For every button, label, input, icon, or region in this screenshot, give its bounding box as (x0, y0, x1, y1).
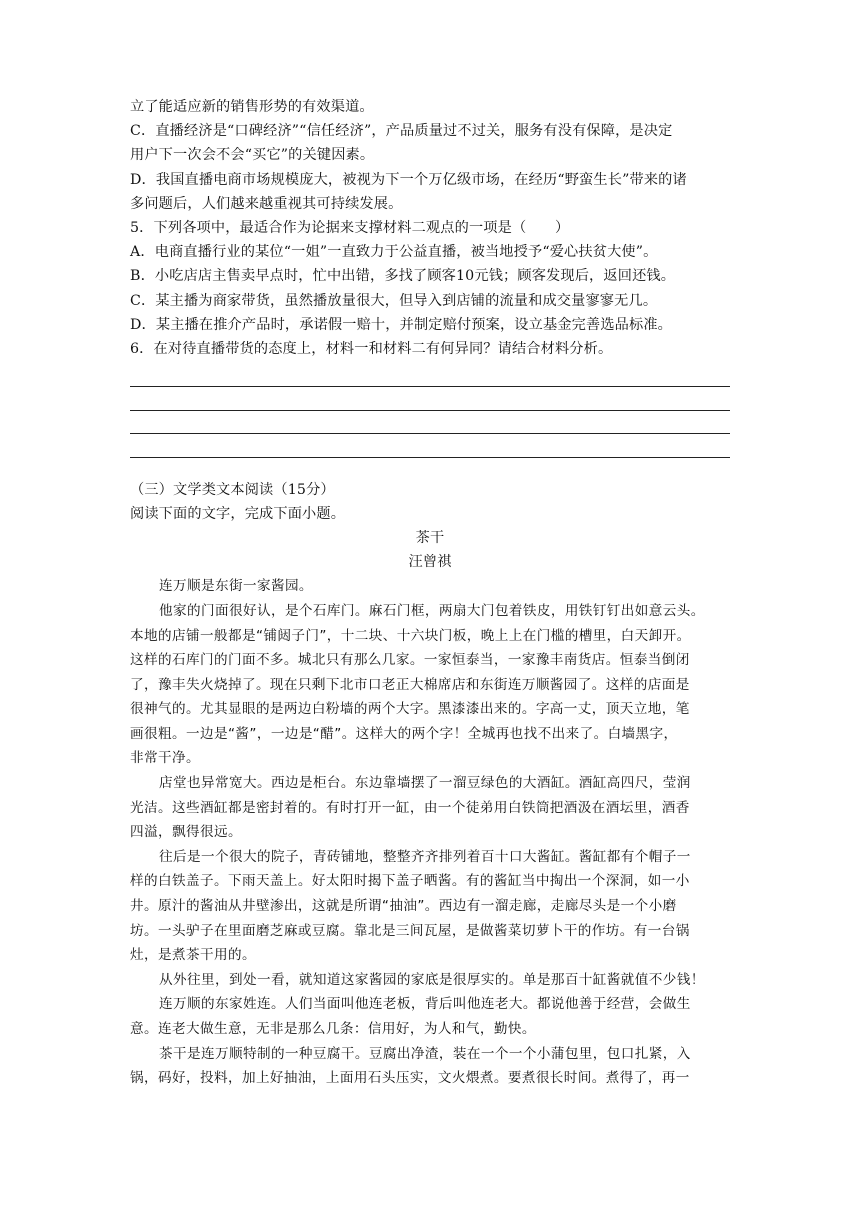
story-body (130, 574, 730, 1090)
story-title: 茶干 (415, 529, 445, 546)
story-line: 店堂也异常宽大。西边是柜台。东边靠墙摆了一溜豆绿色的大酒缸。酒缸高四尺，莹润 (159, 775, 691, 792)
story-line: 光洁。这些酒缸都是密封着的。有时打开一缸，由一个徒弟用白铁筒把酒汲在酒坛里，酒香 (130, 799, 690, 816)
section-heading: （三）文学类文本阅读（15分） (130, 481, 335, 498)
story-line: 从外往里，到处一看，就知道这家酱园的家底是很厚实的。单是那百十缸酱就值不少钱！ (159, 971, 705, 988)
option-d-line-1: D．我国直播电商市场规模庞大，被视为下一个万亿级市场，在经历“野蛮生长”带来的诸 (130, 171, 687, 188)
story-line: 他家的门面很好认，是个石库门。麻石门框，两扇大门包着铁皮，用铁钉钉出如意云头。 (159, 602, 705, 619)
story-line: 了，豫丰失火烧掉了。现在只剩下北市口老正大棉席店和东街连万顺酱园了。这样的店面是 (130, 676, 690, 693)
document-page (130, 95, 730, 1091)
question-5-stem: 5．下列各项中，最适合作为论据来支撑材料二观点的一项是（ ） (130, 219, 570, 236)
story-line: 样的白铁盖子。下雨天盖上。好太阳时揭下盖子晒酱。有的酱缸当中掏出一个深洞，如一小 (130, 873, 690, 890)
section-3-header (130, 478, 730, 575)
story-author: 汪曾祺 (408, 554, 452, 571)
answer-line (130, 434, 730, 458)
option-d-line-2: 多问题后，人们越来越重视其可持续发展。 (130, 195, 403, 212)
story-line: 往后是一个很大的院子，青砖铺地，整整齐齐排列着百十口大酱缸。酱缸都有个帽子一 (159, 848, 691, 865)
section-instruction: 阅读下面的文字，完成下面小题。 (130, 505, 346, 522)
story-line: 非常干净。 (130, 750, 200, 767)
story-line: 井。原汁的酱油从井壁渗出，这就是所谓“抽油”。西边有一溜走廊，走廊尽头是一个小磨 (130, 898, 677, 915)
story-line: 很神气的。尤其显眼的是两边白粉墙的两个大字。黑漆漆出来的。字高一丈，顶天立地，笔 (130, 701, 690, 718)
answer-line (130, 411, 730, 435)
question-5-option-c: C．某主播为商家带货，虽然播放量很大，但导入到店铺的流量和成交量寥寥无几。 (130, 292, 658, 309)
story-line: 坊。一头驴子在里面磨芝麻或豆腐。靠北是三间瓦屋，是做酱菜切萝卜干的作坊。有一台锅 (130, 922, 690, 939)
option-c-line-1: C．直播经济是“口碑经济”“信任经济”，产品质量过不过关，服务有没有保障，是决定 (130, 123, 673, 140)
story-line: 四溢，飘得很远。 (130, 824, 242, 841)
story-line: 意。连老大做生意，无非是那么几条：信用好，为人和气，勤快。 (130, 1021, 536, 1037)
story-line: 画很粗。一边是“酱”，一边是“醋”。这样大的两个字！全城再也找不出来了。白墙黑字， (130, 725, 678, 742)
story-line: 锅，码好，投料，加上好抽油，上面用石头压实，文火煨煮。要煮很长时间。煮得了，再一 (130, 1070, 690, 1087)
question-6-stem: 6．在对待直播带货的态度上，材料一和材料二有何异同？请结合材料分析。 (130, 340, 613, 357)
story-line: 这样的石库门的门面不多。城北只有那么几家。一家恒泰当，一家豫丰南货店。恒泰当倒闭 (130, 652, 690, 669)
question-5-option-a: A．电商直播行业的某位“一姐”一直致力于公益直播，被当地授予“爱心扶贫大使”。 (130, 244, 658, 261)
story-line: 连万顺是东街一家酱园。 (159, 578, 313, 595)
text-line: 立了能适应新的销售形势的有效渠道。 (130, 99, 374, 115)
story-line: 本地的店铺一般都是“铺闼子门”，十二块、十六块门板，晚上上在门槛的槽里，白天卸开。 (130, 627, 691, 644)
story-line: 茶干是连万顺特制的一种豆腐干。豆腐出净渣，装在一个一个小蒲包里，包口扎紧，入 (159, 1045, 691, 1062)
option-c-line-2: 用户下一次会不会“买它”的关键因素。 (130, 147, 375, 164)
question-section-part2 (130, 95, 730, 361)
question-5-option-b: B．小吃店店主售卖早点时，忙中出错，多找了顾客10元钱；顾客发现后，返回还钱。 (130, 268, 676, 285)
story-line: 灶，是煮茶干用的。 (130, 947, 256, 964)
answer-line (130, 377, 730, 387)
answer-line (130, 387, 730, 411)
story-line: 连万顺的东家姓连。人们当面叫他连老板，背后叫他连老大。都说他善于经营，会做生 (159, 996, 691, 1013)
answer-lines (130, 377, 730, 458)
question-5-option-d: D．某主播在推介产品时，承诺假一赔十，并制定赔付预案，设立基金完善选品标准。 (130, 316, 673, 333)
